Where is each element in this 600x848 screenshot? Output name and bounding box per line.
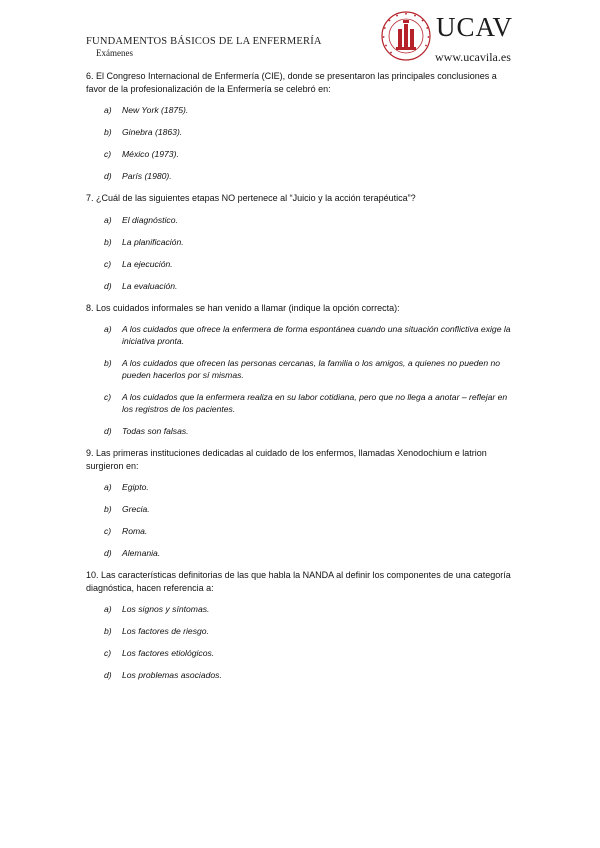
option-text: Alemania. bbox=[122, 548, 161, 558]
question-block bbox=[86, 70, 516, 182]
question-block bbox=[86, 447, 516, 559]
option-item bbox=[86, 280, 516, 292]
option-text: Egipto. bbox=[122, 482, 149, 492]
option-letter: d) bbox=[104, 280, 112, 291]
course-subtitle: Exámenes bbox=[96, 48, 133, 58]
page-header bbox=[86, 36, 322, 58]
option-letter: d) bbox=[104, 548, 112, 558]
brand-name: UCAV bbox=[436, 12, 514, 42]
option-text: New York (1875). bbox=[122, 105, 189, 115]
question-7-options bbox=[86, 214, 516, 292]
option-text: A los cuidados que ofrecen las personas cercanas, la familia o los amigos, a quienes no pueden no pueden hacerlos por sí mismas. bbox=[122, 358, 501, 380]
option-text: Los factores etiológicos. bbox=[122, 648, 215, 658]
option-letter: c) bbox=[104, 258, 112, 269]
question-8-options bbox=[86, 323, 516, 437]
option-item bbox=[86, 214, 516, 226]
option-letter: c) bbox=[104, 526, 112, 536]
option-letter: d) bbox=[104, 670, 112, 680]
option-item bbox=[86, 236, 516, 248]
option-text: Los factores de riesgo. bbox=[122, 626, 209, 636]
option-letter: c) bbox=[104, 648, 112, 658]
option-letter: c) bbox=[104, 392, 112, 402]
option-item bbox=[86, 647, 516, 659]
option-letter: a) bbox=[104, 324, 112, 334]
question-block bbox=[86, 192, 516, 292]
option-letter: a) bbox=[104, 214, 112, 225]
brand-url: www.ucavila.es bbox=[435, 50, 511, 64]
option-text: La evaluación. bbox=[122, 280, 178, 291]
option-letter: a) bbox=[104, 604, 112, 614]
option-item bbox=[86, 503, 516, 515]
option-letter: b) bbox=[104, 236, 112, 247]
option-letter: b) bbox=[104, 504, 112, 514]
option-text: La planificación. bbox=[122, 236, 184, 247]
question-10-text: 10. Las características definitorias de las que habla la NANDA al definir los componentes de una categoría diagnóstica, hacen referencia a: bbox=[86, 570, 511, 593]
option-item bbox=[86, 357, 516, 381]
option-text: París (1980). bbox=[122, 171, 172, 181]
option-text: Los problemas asociados. bbox=[122, 670, 222, 680]
option-item bbox=[86, 126, 516, 138]
option-letter: b) bbox=[104, 127, 112, 137]
option-text: El diagnóstico. bbox=[122, 214, 178, 225]
option-text: Los signos y síntomas. bbox=[122, 604, 210, 614]
option-item bbox=[86, 603, 516, 615]
option-text: Todas son falsas. bbox=[122, 426, 189, 436]
question-9-options bbox=[86, 481, 516, 559]
option-letter: a) bbox=[104, 482, 112, 492]
option-item bbox=[86, 148, 516, 160]
option-letter: a) bbox=[104, 105, 112, 115]
option-item bbox=[86, 425, 516, 437]
option-item bbox=[86, 547, 516, 559]
option-item bbox=[86, 669, 516, 681]
exam-questions bbox=[86, 70, 516, 691]
option-letter: b) bbox=[104, 358, 112, 368]
ucav-logo bbox=[380, 8, 520, 68]
option-letter: b) bbox=[104, 626, 112, 636]
question-9-text: 9. Las primeras instituciones dedicadas al cuidado de los enfermos, llamadas Xenodochium e latrion surgieron en: bbox=[86, 448, 487, 471]
question-block bbox=[86, 302, 516, 438]
option-letter: c) bbox=[104, 149, 112, 159]
question-7-text: 7. ¿Cuál de las siguientes etapas NO pertenece al “Juicio y la acción terapéutica”? bbox=[86, 193, 416, 203]
university-seal-icon bbox=[380, 10, 432, 62]
option-text: Roma. bbox=[122, 526, 148, 536]
option-item bbox=[86, 625, 516, 637]
question-8-text: 8. Los cuidados informales se han venido a llamar (indique la opción correcta): bbox=[86, 302, 400, 313]
course-title: FUNDAMENTOS BÁSICOS DE LA ENFERMERÍA bbox=[86, 36, 322, 47]
option-item bbox=[86, 391, 516, 415]
question-block bbox=[86, 569, 516, 681]
option-letter: d) bbox=[104, 171, 112, 181]
option-text: A los cuidados que ofrece la enfermera de forma espontánea cuando una situación conflictiva exige la iniciativa pronta. bbox=[122, 324, 511, 346]
option-item bbox=[86, 258, 516, 270]
option-text: La ejecución. bbox=[122, 258, 173, 269]
option-item bbox=[86, 104, 516, 116]
question-6-options bbox=[86, 104, 516, 182]
option-item bbox=[86, 323, 516, 347]
question-10-options bbox=[86, 603, 516, 681]
option-item bbox=[86, 525, 516, 537]
option-text: México (1973). bbox=[122, 149, 179, 159]
option-text: Grecia. bbox=[122, 504, 150, 514]
option-item bbox=[86, 170, 516, 182]
option-text: A los cuidados que la enfermera realiza en su labor cotidiana, pero que no llega a anotar – reflejar en los registros de los pacientes. bbox=[122, 392, 508, 414]
option-item bbox=[86, 481, 516, 493]
option-letter: d) bbox=[104, 426, 112, 436]
option-text: Ginebra (1863). bbox=[122, 127, 183, 137]
question-6-text: 6. El Congreso Internacional de Enfermería (CIE), donde se presentaron las principales conclusiones a favor de la profesionalización de la Enfermería se celebró en: bbox=[86, 71, 497, 94]
